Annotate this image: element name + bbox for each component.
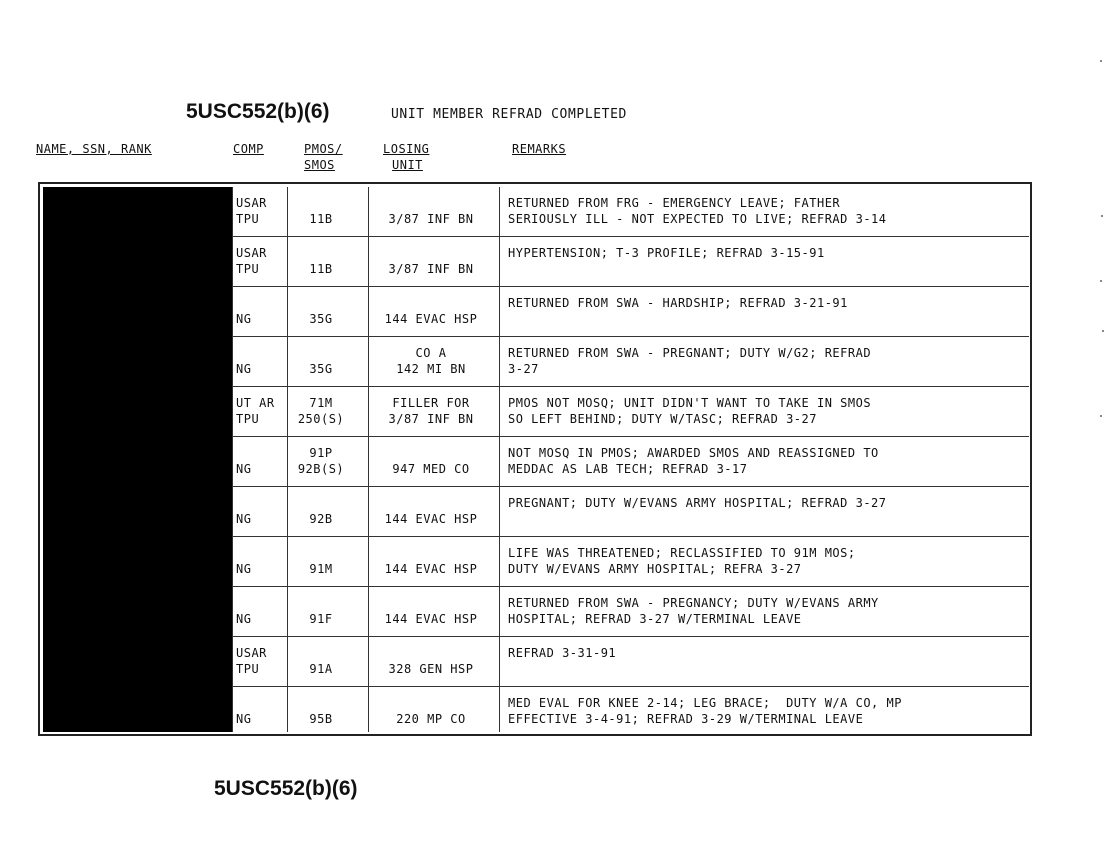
remarks-cell: NOT MOSQ IN PMOS; AWARDED SMOS AND REASSIGNED TO MEDDAC AS LAB TECH; REFRAD 3-17	[508, 446, 879, 476]
table-row	[232, 237, 1029, 287]
remarks-cell: REFRAD 3-31-91	[508, 646, 617, 660]
remarks-cell: MED EVAL FOR KNEE 2-14; LEG BRACE; DUTY W/A CO, MP EFFECTIVE 3-4-91; REFRAD 3-29 W/TERMINAL LEAVE	[508, 696, 902, 726]
losing-unit-cell: 328 GEN HSP	[388, 662, 474, 676]
comp-cell: NG	[236, 362, 252, 376]
table-row	[232, 387, 1029, 437]
pmos-cell: 91M	[309, 562, 333, 576]
pmos-cell: 35G	[309, 362, 333, 376]
scan-speck	[1102, 330, 1104, 332]
comp-cell: NG	[236, 562, 252, 576]
remarks-cell: RETURNED FROM FRG - EMERGENCY LEAVE; FATHER SERIOUSLY ILL - NOT EXPECTED TO LIVE; REFRAD 3-14	[508, 196, 887, 226]
redaction-label-bottom: 5USC552(b)(6)	[214, 777, 358, 800]
document-title: UNIT MEMBER REFRAD COMPLETED	[391, 107, 627, 122]
table-row	[232, 437, 1029, 487]
remarks-cell: RETURNED FROM SWA - PREGNANCY; DUTY W/EVANS ARMY HOSPITAL; REFRAD 3-27 W/TERMINAL LEAVE	[508, 596, 879, 626]
table-row	[232, 537, 1029, 587]
table-row	[232, 337, 1029, 387]
comp-cell: NG	[236, 612, 252, 626]
losing-unit-cell: 144 EVAC HSP	[384, 312, 478, 326]
table-row	[232, 637, 1029, 687]
losing-unit-cell: 144 EVAC HSP	[384, 612, 478, 626]
remarks-cell: PREGNANT; DUTY W/EVANS ARMY HOSPITAL; REFRAD 3-27	[508, 496, 887, 510]
scan-speck	[1100, 60, 1102, 62]
remarks-cell: RETURNED FROM SWA - PREGNANT; DUTY W/G2; REFRAD 3-27	[508, 346, 872, 376]
table-row	[232, 187, 1029, 237]
header-remarks: REMARKS	[512, 142, 567, 156]
header-name-ssn-rank: NAME, SSN, RANK	[36, 142, 152, 156]
scan-speck	[1100, 280, 1102, 282]
pmos-cell: 11B	[309, 212, 333, 226]
pmos-cell: 92B	[309, 512, 333, 526]
refrad-table	[38, 182, 1032, 736]
comp-cell: NG	[236, 512, 252, 526]
comp-cell: USAR TPU	[236, 646, 267, 676]
remarks-cell: HYPERTENSION; T-3 PROFILE; REFRAD 3-15-91	[508, 246, 825, 260]
pmos-cell: 35G	[309, 312, 333, 326]
pmos-cell: 71M 250(S)	[297, 396, 345, 426]
comp-cell: USAR TPU	[236, 196, 267, 226]
scan-speck	[1101, 215, 1103, 217]
losing-unit-cell: 144 EVAC HSP	[384, 562, 478, 576]
header-unit: UNIT	[392, 158, 423, 172]
comp-cell: NG	[236, 312, 252, 326]
header-pmos: PMOS/	[304, 142, 343, 156]
losing-unit-cell: 3/87 INF BN	[388, 262, 474, 276]
pmos-cell: 95B	[309, 712, 333, 726]
table-row	[232, 287, 1029, 337]
comp-cell: USAR TPU	[236, 246, 267, 276]
pmos-cell: 11B	[309, 262, 333, 276]
redaction-label-top: 5USC552(b)(6)	[186, 100, 330, 123]
header-smos: SMOS	[304, 158, 335, 172]
pmos-cell: 91A	[309, 662, 333, 676]
comp-cell: UT AR TPU	[236, 396, 275, 426]
table-row	[232, 687, 1029, 737]
scan-speck	[1100, 415, 1102, 417]
remarks-cell: LIFE WAS THREATENED; RECLASSIFIED TO 91M MOS; DUTY W/EVANS ARMY HOSPITAL; REFRA 3-27	[508, 546, 856, 576]
losing-unit-cell: 947 MED CO	[392, 462, 470, 476]
remarks-cell: RETURNED FROM SWA - HARDSHIP; REFRAD 3-21-91	[508, 296, 848, 310]
losing-unit-cell: CO A 142 MI BN	[396, 346, 466, 376]
redacted-name-column	[43, 187, 233, 732]
losing-unit-cell: 144 EVAC HSP	[384, 512, 478, 526]
losing-unit-cell: 220 MP CO	[396, 712, 466, 726]
comp-cell: NG	[236, 462, 252, 476]
table-row	[232, 587, 1029, 637]
pmos-cell: 91F	[309, 612, 333, 626]
losing-unit-cell: FILLER FOR 3/87 INF BN	[388, 396, 474, 426]
header-losing: LOSING	[383, 142, 430, 156]
table-row	[232, 487, 1029, 537]
comp-cell: NG	[236, 712, 252, 726]
remarks-cell: PMOS NOT MOSQ; UNIT DIDN'T WANT TO TAKE IN SMOS SO LEFT BEHIND; DUTY W/TASC; REFRAD 3-27	[508, 396, 872, 426]
losing-unit-cell: 3/87 INF BN	[388, 212, 474, 226]
header-comp: COMP	[233, 142, 264, 156]
pmos-cell: 91P 92B(S)	[297, 446, 345, 476]
